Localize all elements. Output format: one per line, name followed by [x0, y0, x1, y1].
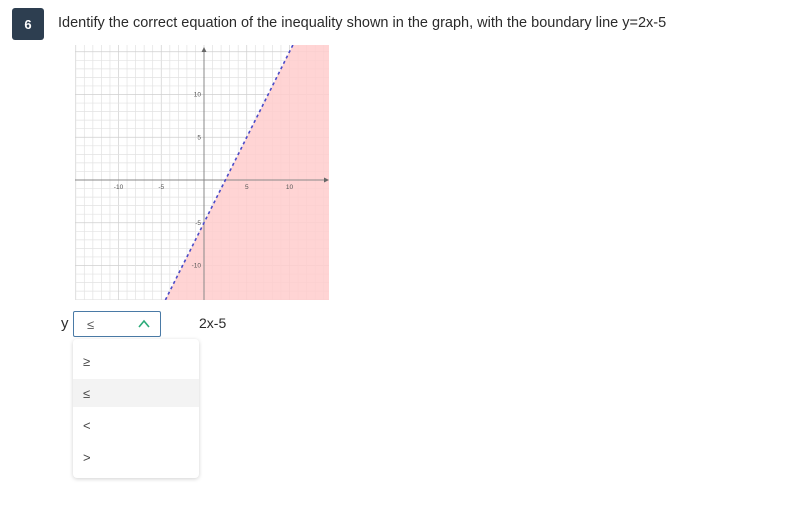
- selected-value: ≤: [87, 317, 95, 332]
- graph-svg: [75, 45, 329, 300]
- question-text: Identify the correct equation of the inequality shown in the graph, with the boundary line y=2x-5: [58, 15, 667, 31]
- option-le[interactable]: ≤: [73, 379, 199, 407]
- option-gt[interactable]: >: [83, 449, 91, 465]
- y-axis-arrow: [202, 47, 207, 52]
- chevron-up-icon: [138, 319, 150, 329]
- x-tick-label: -5: [158, 184, 165, 191]
- option-lt[interactable]: <: [83, 417, 91, 433]
- question-number-badge: 6: [12, 8, 44, 40]
- x-tick-label: 10: [285, 184, 294, 191]
- equation-lhs: y: [61, 315, 69, 332]
- inequality-graph: [75, 45, 329, 300]
- y-tick-label: -5: [195, 219, 201, 227]
- y-tick-label: 10: [193, 91, 201, 99]
- x-tick-label: 5: [244, 184, 249, 191]
- y-tick-label: 5: [197, 134, 201, 142]
- y-tick-label: -10: [191, 262, 201, 270]
- option-ge[interactable]: ≥: [83, 353, 91, 369]
- equation-rhs: 2x-5: [199, 315, 227, 331]
- inequality-select[interactable]: [73, 311, 161, 337]
- shaded-region: [165, 45, 329, 300]
- x-tick-label: -10: [113, 184, 124, 191]
- inequality-dropdown: [73, 339, 199, 478]
